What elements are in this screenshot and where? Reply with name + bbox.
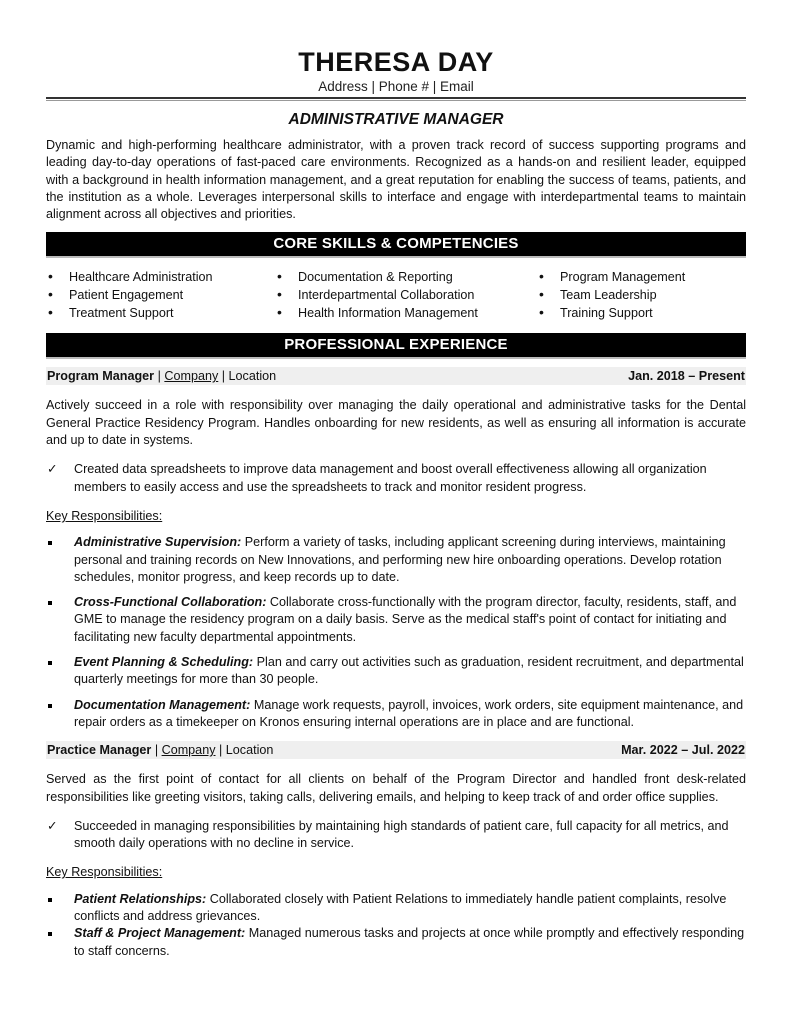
job-title: Program Manager <box>47 369 155 384</box>
job-dates: Jan. 2018 – Present <box>628 369 745 384</box>
section-core-skills-heading: CORE SKILLS & COMPETENCIES <box>46 232 746 256</box>
skill-item: • Team Leadership <box>537 286 737 304</box>
responsibility-title: Staff & Project Management: <box>74 926 246 941</box>
professional-summary: Dynamic and high-performing healthcare administrator, with a proven track record of success supporting programs and leading day-to-day operations of fast-paced care environments. Recognized as a hands-on and resilient leader, equipped with a background in health information management, and a great reputation for enabling the success of teams, patients, and the institution as a whole. Leverages interpersonal skills to interface and engage with interdepartmental teams to maintain alignment across all objectives and priorities. <box>46 138 746 222</box>
job-location: Location <box>225 743 274 758</box>
responsibility-title: Cross-Functional Collaboration: <box>74 595 267 610</box>
contact-line: Address | Phone # | Email <box>318 79 474 94</box>
job-dates: Mar. 2022 – Jul. 2022 <box>621 743 745 758</box>
key-responsibilities-label: Key Responsibilities: <box>46 508 163 523</box>
checkmark-icon: ✓ <box>47 818 58 833</box>
job-header: Program Manager | Company | Location Jan. 2018 – Present <box>47 369 745 384</box>
job-description: Actively succeed in a role with responsibility over managing the daily operational and administrative tasks for the Dental General Practice Residency Program. Handles onboarding for new residents, as well as ensuring all information is accurate and up to date in systems. <box>46 398 746 448</box>
square-bullet-icon <box>48 704 52 708</box>
job-title: Practice Manager <box>47 743 152 758</box>
skills-column-2 <box>275 268 537 322</box>
achievement-item: ✓ Created data spreadsheets to improve data management and boost overall effectiveness allowing all organization members to easily access and use the spreadsheets to track and monitor resident progress. <box>47 462 707 494</box>
square-bullet-icon <box>48 898 52 902</box>
skills-list <box>46 268 746 322</box>
responsibility-title: Patient Relationships: <box>74 891 207 906</box>
responsibility-item: Documentation Management: Manage work requests, payroll, invoices, work orders, site equipment maintenance, and repair orders as a timekeeper on Kronos ensuring internal operations are in place and are functional. <box>46 697 746 732</box>
company-name: Company <box>161 743 216 758</box>
responsibility-item: Event Planning & Scheduling: Plan and carry out activities such as graduation, resident recruitment, and departmental quarterly meetings for more than 30 people. <box>46 654 746 689</box>
achievement-item: ✓ Succeeded in managing responsibilities by maintaining high standards of patient care, full capacity for all metrics, and smooth daily operations with no decline in service. <box>47 818 729 851</box>
skill-item: • Health Information Management <box>275 304 537 322</box>
skill-item: • Documentation & Reporting <box>275 268 537 286</box>
responsibility-title: Documentation Management: <box>74 697 251 712</box>
header-divider <box>46 97 746 101</box>
resume-page <box>46 46 746 960</box>
job-location: Location <box>228 369 277 384</box>
candidate-name: THERESA DAY <box>298 47 494 77</box>
checkmark-icon: ✓ <box>47 462 58 477</box>
responsibility-item: Cross-Functional Collaboration: Collaborate cross-functionally with the program director, faculty, residents, staff, and GME to manage the residency program on a daily basis. Serve as the medical staff's point of contact for initiating and facilitating new faculty departmental appointments. <box>46 594 746 646</box>
target-role: ADMINISTRATIVE MANAGER <box>288 111 504 128</box>
responsibility-title: Administrative Supervision: <box>74 535 242 550</box>
skill-item: • Treatment Support <box>46 304 275 322</box>
responsibility-item: Staff & Project Management: Managed numerous tasks and projects at once while promptly and effectively responding to staff concerns. <box>46 925 746 960</box>
job-header: Practice Manager | Company | Location Mar. 2022 – Jul. 2022 <box>47 743 745 758</box>
skills-column-1 <box>46 268 275 322</box>
company-name: Company <box>164 369 219 384</box>
skill-item: • Healthcare Administration <box>46 268 275 286</box>
section-divider <box>46 256 746 258</box>
key-responsibilities-label: Key Responsibilities: <box>46 865 163 880</box>
square-bullet-icon <box>48 932 52 936</box>
responsibility-item: Patient Relationships: Collaborated closely with Patient Relations to immediately handle patient complaints, resolve conflicts and address grievances. <box>46 891 746 926</box>
skill-item: • Training Support <box>537 304 737 322</box>
section-experience-heading: PROFESSIONAL EXPERIENCE <box>46 333 746 357</box>
square-bullet-icon <box>48 601 52 605</box>
responsibility-title: Event Planning & Scheduling: <box>74 655 254 670</box>
square-bullet-icon <box>48 541 52 545</box>
square-bullet-icon <box>48 661 52 665</box>
skills-column-3 <box>537 268 737 322</box>
responsibility-item: Administrative Supervision: Perform a variety of tasks, including applicant screening during interviews, maintaining personal and training records on New Innovations, and performing new hire onboarding operations. Develop rotation schedules, monitor progress, and keep records up to date. <box>46 534 746 586</box>
skill-item: • Program Management <box>537 268 737 286</box>
job-description: Served as the first point of contact for all clients on behalf of the Program Director and handled front desk-related responsibilities like greeting visitors, taking calls, delivering emails, and helping to keep track of and order office supplies. <box>46 772 746 804</box>
skill-item: • Patient Engagement <box>46 286 275 304</box>
skill-item: • Interdepartmental Collaboration <box>275 286 537 304</box>
